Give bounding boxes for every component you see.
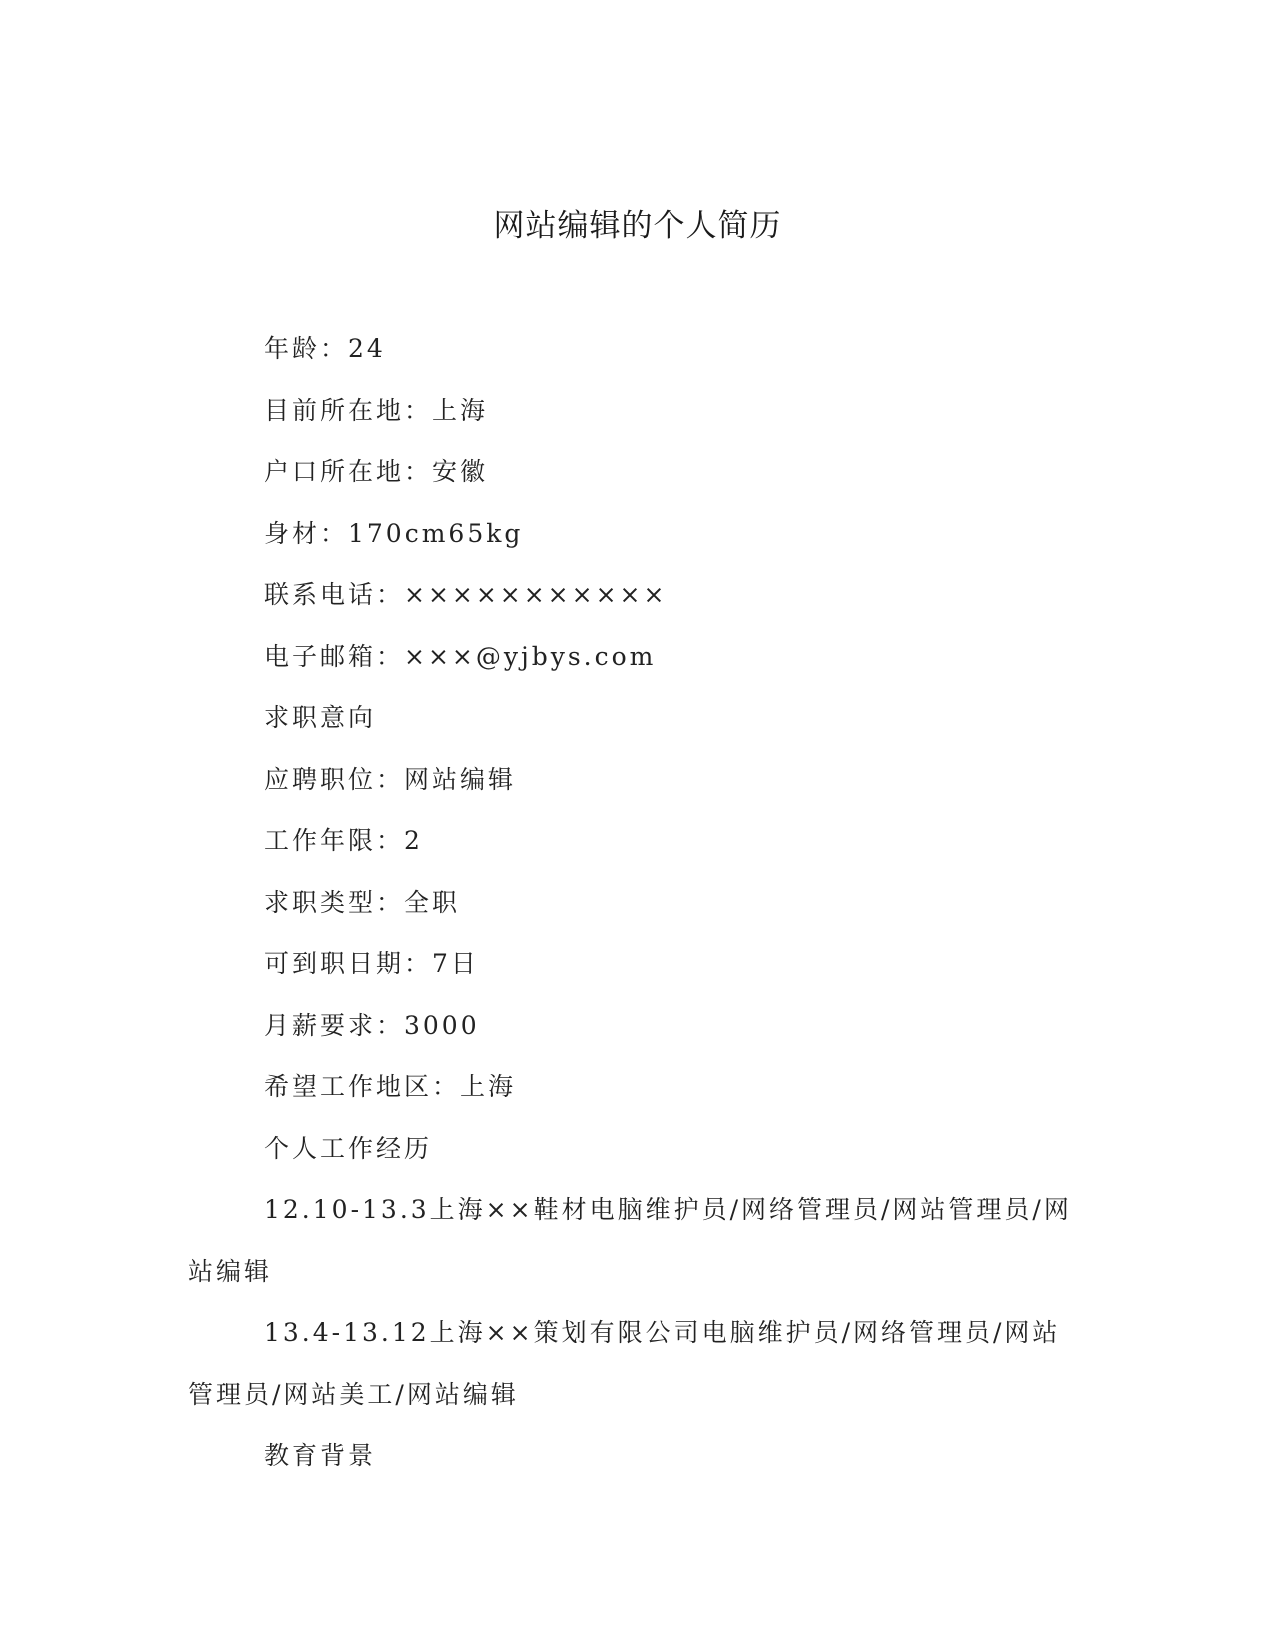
current-location-line: 目前所在地：上海 [264,395,489,425]
phone-line: 联系电话：××××××××××× [264,580,668,609]
job-intention-heading: 求职意向 [264,703,377,732]
education-heading: 教育背景 [264,1441,377,1470]
household-registration-line: 户口所在地：安徽 [264,457,489,486]
experience-item: 13.4-13.12上海××策划有限公司电脑维护员/网络管理员/网站管理员/网站美工/网站编辑 [188,1318,1061,1409]
experience-item: 12.10-13.3上海××鞋材电脑维护员/网络管理员/网站管理员/网站编辑 [188,1195,1072,1286]
document-body [188,318,1088,1487]
desired-location-line: 希望工作地区：上海 [264,1072,517,1101]
availability-line: 可到职日期：7日 [264,949,479,978]
email-line: 电子邮箱：×××@yjbys.com [264,641,657,671]
age-line: 年龄：24 [264,334,386,363]
job-type-line: 求职类型：全职 [264,887,461,917]
salary-line: 月薪要求：3000 [264,1010,480,1040]
applied-position-line: 应聘职位：网站编辑 [264,764,517,794]
document-title: 网站编辑的个人简历 [493,208,782,244]
work-years-line: 工作年限：2 [264,826,423,855]
work-experience-heading: 个人工作经历 [264,1133,433,1163]
physique-line: 身材：170cm65kg [264,518,524,548]
